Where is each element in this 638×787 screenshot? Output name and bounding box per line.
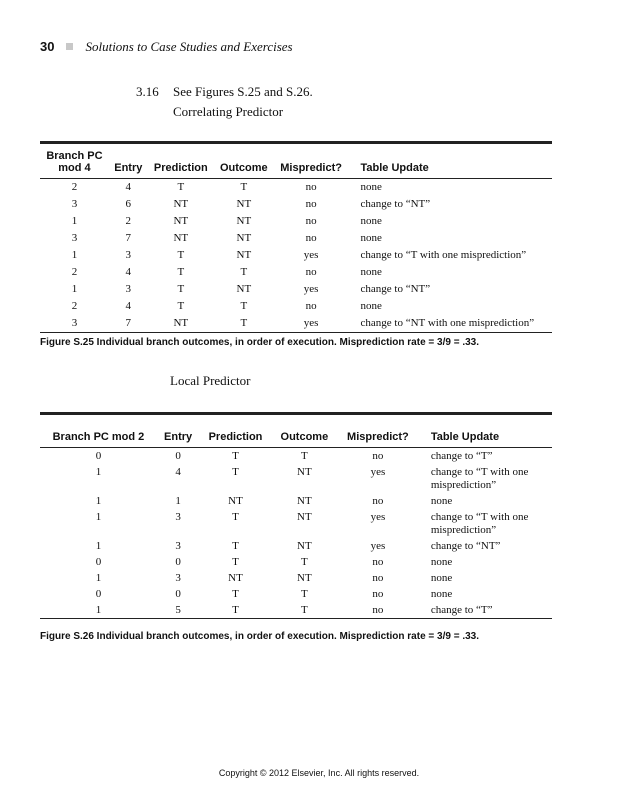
table-cell: none xyxy=(360,181,382,193)
table-cell: T xyxy=(240,266,248,278)
column-header: Table Update xyxy=(360,162,429,174)
table-cell: 1 xyxy=(95,572,102,584)
table-cell: T xyxy=(232,466,239,478)
table-cell: 3 xyxy=(125,283,132,295)
table-row xyxy=(40,264,552,281)
table-cell: 1 xyxy=(95,466,102,478)
table-cell: T xyxy=(177,249,185,261)
table-cell: none xyxy=(430,495,453,507)
table-cell: no xyxy=(372,604,384,616)
table-cell: T xyxy=(240,181,248,193)
table-row xyxy=(40,602,552,619)
table-cell: NT xyxy=(236,249,252,261)
table-cell: 2 xyxy=(71,181,78,193)
table-cell: change to “NT” xyxy=(360,283,431,295)
table-cell: T xyxy=(240,300,248,312)
correlating-predictor-label: Correlating Predictor xyxy=(173,104,284,119)
table-cell: 3 xyxy=(175,540,181,552)
table-cell: no xyxy=(372,588,384,600)
table-cell: 1 xyxy=(71,249,78,261)
table-cell: T xyxy=(177,300,185,312)
table-cell: 0 xyxy=(175,450,181,462)
table-cell: NT xyxy=(228,495,243,507)
table-cell: yes xyxy=(303,317,319,329)
column-header: Prediction xyxy=(208,431,263,443)
copyright-footer: Copyright © 2012 Elsevier, Inc. All rights reserved. xyxy=(218,768,420,778)
table-cell: T xyxy=(301,450,308,462)
table-cell: 3 xyxy=(71,232,78,244)
table-cell: 0 xyxy=(95,588,102,600)
table-cell: no xyxy=(372,556,384,568)
table-row xyxy=(40,493,552,509)
table-cell: change to “T” xyxy=(430,450,493,462)
table-row xyxy=(40,570,552,586)
column-header: Mispredict? xyxy=(347,431,409,443)
table-cell: none xyxy=(430,556,453,568)
table-cell: NT xyxy=(173,317,189,329)
local-predictor-table xyxy=(40,412,552,619)
table-cell: 1 xyxy=(175,495,181,507)
table-body xyxy=(40,179,552,333)
table-cell: NT xyxy=(297,540,312,552)
figure-caption-s25: Figure S.25 Individual branch outcomes, in order of execution. Misprediction rate = 3/9 = .33. xyxy=(40,337,479,348)
page-number: 30 xyxy=(40,39,55,54)
figure-caption-s26: Figure S.26 Individual branch outcomes, in order of execution. Misprediction rate = 3/9 = .33. xyxy=(40,631,479,642)
table-cell: yes xyxy=(370,540,386,552)
table-row xyxy=(40,196,552,213)
column-header: Table Update xyxy=(430,431,500,443)
table-row xyxy=(40,464,552,493)
table-cell: 0 xyxy=(175,556,181,568)
column-header: Outcome xyxy=(219,162,268,174)
table-cell: T xyxy=(232,450,239,462)
table-cell: NT xyxy=(228,572,243,584)
table-cell: 4 xyxy=(125,181,132,193)
table-cell: yes xyxy=(303,283,319,295)
table-cell: NT xyxy=(297,572,312,584)
table-cell: none xyxy=(430,572,453,584)
table-cell: T xyxy=(240,317,248,329)
table-row xyxy=(40,298,552,315)
table-cell: NT xyxy=(236,283,252,295)
table-cell: change to “T with one misprediction” xyxy=(430,511,529,536)
table-cell: no xyxy=(305,232,317,244)
table-cell: NT xyxy=(173,232,189,244)
reference-text: See Figures S.25 and S.26. xyxy=(173,84,313,99)
table-row xyxy=(40,315,552,333)
column-header: Branch PC mod 2 xyxy=(52,431,145,443)
table-cell: NT xyxy=(173,215,189,227)
table-cell: no xyxy=(305,266,317,278)
table-cell: T xyxy=(232,588,239,600)
column-header: Mispredict? xyxy=(280,162,342,174)
running-head xyxy=(40,39,293,55)
exercise-intro xyxy=(136,82,313,122)
table-cell: yes xyxy=(370,511,386,523)
column-header: Outcome xyxy=(280,431,329,443)
table-cell: T xyxy=(177,283,185,295)
table-body xyxy=(40,448,552,619)
correlating-predictor-table xyxy=(40,141,552,333)
table-cell: change to “T” xyxy=(430,604,493,616)
table-cell: 1 xyxy=(95,540,102,552)
table-cell: 3 xyxy=(175,572,181,584)
table-cell: 5 xyxy=(175,604,181,616)
chapter-title: Solutions to Case Studies and Exercises xyxy=(85,39,293,54)
table-cell: T xyxy=(301,556,308,568)
table-cell: change to “NT with one misprediction” xyxy=(360,317,535,329)
table-header xyxy=(40,143,552,179)
table-cell: no xyxy=(305,215,317,227)
table-cell: 7 xyxy=(125,232,132,244)
table-cell: NT xyxy=(297,466,312,478)
table-cell: 0 xyxy=(95,556,102,568)
table-cell: change to “NT” xyxy=(430,540,501,552)
table-cell: yes xyxy=(370,466,386,478)
table-row xyxy=(40,281,552,298)
table-cell: T xyxy=(232,556,239,568)
table-cell: NT xyxy=(236,215,252,227)
column-header: Prediction xyxy=(153,162,208,174)
table-cell: T xyxy=(177,266,185,278)
table-row xyxy=(40,586,552,602)
table-cell: 3 xyxy=(125,249,132,261)
table-cell: 2 xyxy=(71,300,78,312)
table-row xyxy=(40,213,552,230)
table-cell: 3 xyxy=(71,198,78,210)
table-cell: NT xyxy=(236,198,252,210)
column-header: Entry xyxy=(114,162,143,174)
square-bullet-icon xyxy=(66,43,73,50)
table-cell: none xyxy=(360,232,382,244)
table-cell: T xyxy=(301,604,308,616)
table-cell: T xyxy=(232,540,239,552)
table-cell: no xyxy=(305,198,317,210)
table-cell: none xyxy=(360,215,382,227)
table-row xyxy=(40,230,552,247)
table-cell: 6 xyxy=(125,198,132,210)
table-cell: T xyxy=(232,604,239,616)
table-cell: 4 xyxy=(175,466,181,478)
table-cell: T xyxy=(177,181,185,193)
table-cell: change to “T with one misprediction” xyxy=(430,466,529,491)
exercise-line xyxy=(136,82,313,102)
table-cell: change to “NT” xyxy=(360,198,431,210)
exercise-number: 3.16 xyxy=(136,84,159,99)
local-predictor-label: Local Predictor xyxy=(170,373,251,388)
table-cell: 4 xyxy=(125,266,132,278)
table-cell: 0 xyxy=(95,450,102,462)
table-cell: T xyxy=(232,511,239,523)
table-row xyxy=(40,448,552,465)
table-cell: 2 xyxy=(125,215,132,227)
table-row xyxy=(40,247,552,264)
table-cell: 1 xyxy=(71,283,78,295)
table-header xyxy=(40,414,552,448)
table-cell: 1 xyxy=(95,495,102,507)
table-cell: NT xyxy=(236,232,252,244)
table-cell: T xyxy=(301,588,308,600)
table-cell: 0 xyxy=(175,588,181,600)
table-cell: NT xyxy=(173,198,189,210)
table-row xyxy=(40,538,552,554)
table-row xyxy=(40,179,552,197)
column-header: Entry xyxy=(164,431,193,443)
table-cell: no xyxy=(372,572,384,584)
table-cell: 1 xyxy=(95,604,102,616)
table-cell: 1 xyxy=(71,215,78,227)
table-cell: no xyxy=(305,181,317,193)
table-cell: 1 xyxy=(95,511,102,523)
table-cell: 7 xyxy=(125,317,132,329)
table-row xyxy=(40,554,552,570)
table-cell: NT xyxy=(297,495,312,507)
table-cell: change to “T with one misprediction” xyxy=(360,249,527,261)
table-cell: none xyxy=(430,588,453,600)
table-cell: none xyxy=(360,300,382,312)
table-cell: 4 xyxy=(125,300,132,312)
table-cell: 2 xyxy=(71,266,78,278)
table-cell: 3 xyxy=(175,511,181,523)
table-cell: none xyxy=(360,266,382,278)
table-cell: no xyxy=(372,495,384,507)
table-row xyxy=(40,509,552,538)
table-cell: yes xyxy=(303,249,319,261)
table-cell: no xyxy=(305,300,317,312)
column-header: Branch PC mod 4 xyxy=(46,150,103,174)
table-cell: 3 xyxy=(71,317,78,329)
table-cell: no xyxy=(372,450,384,462)
table-cell: NT xyxy=(297,511,312,523)
